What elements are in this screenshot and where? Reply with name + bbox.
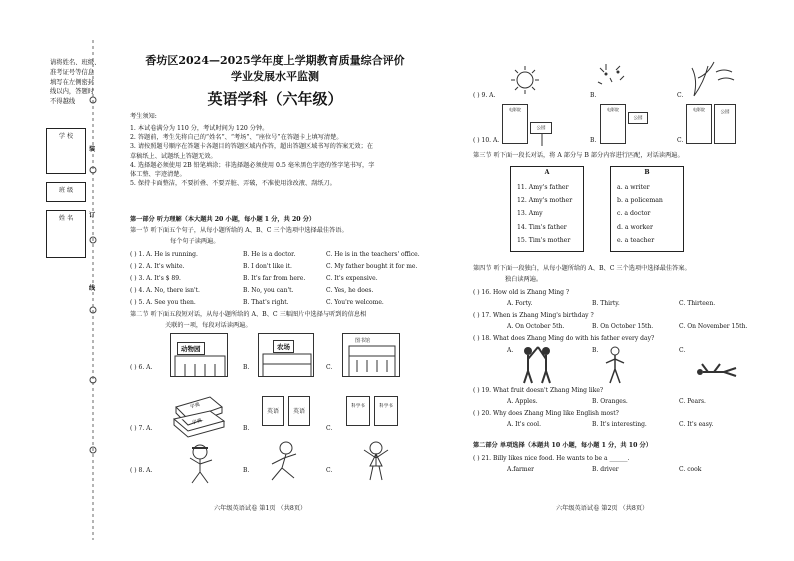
dictionary-label: 字典 — [189, 401, 201, 411]
q2: ( ) 2. A. It's white. — [130, 263, 185, 270]
exam-subtitle: 学业发展水平监测 — [231, 70, 319, 83]
cinema-building — [600, 104, 626, 144]
match-option: c. a doctor — [617, 210, 651, 218]
park-sign: 公园 — [628, 112, 648, 124]
q9: ( ) 9. A. — [473, 92, 496, 99]
match-item: 15. Tim's mother — [517, 237, 571, 245]
boy-running-picture — [264, 440, 304, 484]
library-sign: 图书馆 — [355, 338, 371, 344]
q21-c: C. cook — [679, 466, 702, 473]
matching-table-a — [510, 166, 584, 252]
seal-char: 订 — [89, 212, 96, 219]
q3-c: C. It's expensive. — [326, 275, 378, 282]
science-book: 科学书 — [346, 396, 370, 426]
q7: ( ) 7. A. — [130, 425, 153, 432]
q18-b: B. — [592, 347, 599, 354]
match-item: 14. Tim's father — [517, 223, 567, 231]
q2-c: C. My father bought it for me. — [326, 263, 418, 270]
q16-b: B. Thirty. — [592, 300, 620, 307]
q20-b: B. It's interesting. — [592, 421, 647, 428]
q19: ( ) 19. What fruit doesn't Zhang Ming like? — [473, 387, 604, 394]
q21: ( ) 21. Billy likes nice food. He wants to be a ______. — [473, 455, 630, 462]
match-item: 13. Amy — [517, 210, 543, 218]
cinema-building — [502, 104, 528, 144]
farm-sign: 农场 — [273, 340, 294, 353]
swimming-picture — [694, 362, 738, 382]
q3: ( ) 3. A. It's $ 89. — [130, 275, 181, 282]
notes-list — [130, 124, 374, 188]
match-option: a. a writer — [617, 183, 650, 191]
notes-heading: 考生须知: — [130, 113, 157, 120]
library-picture — [342, 333, 400, 377]
note-item: 4. 选择题必须使用 2B 铅笔填涂；非选择题必须使用 0.5 毫米黑色字迹的签字笔书写，字 — [130, 161, 375, 169]
section1-instructions-2: 每个句子读两遍。 — [170, 238, 220, 245]
class-label: 班 级 — [58, 187, 74, 194]
q16-c: C. Thirteen. — [679, 300, 716, 307]
q9-b: B. — [590, 92, 597, 99]
section1-instructions: 第一节 听下面五个句子，从每小题所给的 A、B、C 三个选项中选择最佳答语。 — [130, 227, 348, 234]
match-item: 11. Amy's father — [517, 183, 569, 191]
part1-heading: 第一部分 听力理解（本大题共 20 小题，每小题 1 分，共 20 分） — [130, 216, 316, 223]
q5: ( ) 5. A. See you then. — [130, 299, 196, 306]
q18: ( ) 18. What does Zhang Ming do with his father every day? — [473, 335, 655, 342]
match-option: b. a policeman — [617, 197, 663, 205]
notice-line: 准考证号等信息 — [50, 68, 95, 76]
q16-a: A. Forty. — [507, 300, 533, 307]
q19-b: B. Oranges. — [592, 398, 628, 405]
q1-c: C. He is in the teachers' office. — [326, 251, 420, 258]
q6-b: B. — [243, 364, 250, 371]
q5-b: B. That's right. — [243, 299, 289, 306]
cinema-building — [686, 104, 712, 144]
q7-c: C. — [326, 425, 333, 432]
q4-b: B. No, you can't. — [243, 287, 294, 294]
cinema-label: 电影院 — [509, 107, 521, 112]
match-option: e. a teacher — [617, 237, 655, 245]
q18-c: C. — [679, 347, 686, 354]
park-sign: 公园 — [530, 122, 552, 134]
boy-with-hat-picture — [180, 440, 220, 484]
zoo-sign: 动物园 — [177, 342, 205, 355]
matching-table-b — [610, 166, 684, 252]
notice-line: 填写在左侧密封 — [50, 78, 95, 86]
basketball-picture — [518, 345, 558, 385]
table-b-header: B — [644, 169, 650, 176]
q8: ( ) 8. A. — [130, 467, 153, 474]
note-item: 1. 本试卷满分为 110 分，考试时间为 120 分钟。 — [130, 125, 269, 132]
q18-a: A. — [507, 347, 514, 354]
girl-dancing-picture — [356, 440, 396, 484]
english-book: 英语 — [262, 396, 284, 426]
q6-c: C. — [326, 364, 333, 371]
q17-a: A. On October 5th. — [507, 323, 565, 330]
section4-instructions-2: 独白读两遍。 — [505, 276, 543, 283]
notice-line: 线以内，答题时 — [50, 88, 95, 96]
name-field[interactable] — [46, 210, 86, 258]
q7-b: B. — [243, 425, 250, 432]
q17-b: B. On October 15th. — [592, 323, 654, 330]
q2-b: B. I don't like it. — [243, 263, 292, 270]
q9-c: C. — [677, 92, 684, 99]
q8-c: C. — [326, 467, 333, 474]
q4: ( ) 4. A. No, there isn't. — [130, 287, 200, 294]
q17: ( ) 17. When is Zhang Ming's birthday ? — [473, 312, 594, 319]
q1-b: B. He is a doctor. — [243, 251, 296, 258]
part2-heading: 第二部分 单项选择（本题共 10 小题，每小题 1 分，共 10 分） — [473, 442, 652, 449]
note-item: 3. 请按照题号顺序在答题卡各题目的答题区域内作答，超出答题区域书写的答案无效；在 — [130, 143, 373, 151]
q10-c: C. — [677, 137, 684, 144]
running-picture — [600, 345, 630, 385]
science-book: 科学书 — [374, 396, 398, 426]
school-label: 学 校 — [58, 133, 74, 140]
q20: ( ) 20. Why does Zhang Ming like English most? — [473, 410, 619, 417]
sunny-picture — [502, 58, 548, 98]
match-option: d. a worker — [617, 223, 653, 231]
dictionaries-picture — [170, 393, 228, 437]
note-item: 体工整、字迹清楚。 — [130, 170, 186, 178]
q4-c: C. Yes, he does. — [326, 287, 374, 294]
q20-c: C. It's easy. — [679, 421, 714, 428]
q8-b: B. — [243, 467, 250, 474]
cinema-label: 电影院 — [607, 107, 619, 112]
q10-b: B. — [590, 137, 597, 144]
english-book: 英语 — [288, 396, 310, 426]
farm-picture — [258, 333, 314, 377]
dictionary-label: 字典 — [191, 417, 203, 427]
section2-instructions: 第二节 听下面五段短对话，从每小题所给的 A、B、C 三幅图片中选择与听到的信息相 — [130, 311, 367, 318]
seal-char: 装 — [89, 146, 96, 153]
footer-page1: 六年级英语试卷 第1页 （共8页） — [214, 505, 307, 512]
name-label: 姓 名 — [58, 215, 74, 222]
q10: ( ) 10. A. — [473, 137, 500, 144]
q21-b: B. driver — [592, 466, 619, 473]
q20-a: A. It's cool. — [507, 421, 541, 428]
q1: ( ) 1. A. He is running. — [130, 251, 198, 258]
windy-picture — [688, 58, 736, 98]
exam-title: 香坊区2024—2025学年度上学期教育质量综合评价 — [145, 54, 405, 67]
q17-c: C. On November 15th. — [679, 323, 748, 330]
note-item: 5. 保持卡面整洁，不要折叠、不要弄脏、弄破，不准使用涂改液、刮纸刀。 — [130, 180, 336, 188]
table-a-header: A — [544, 169, 550, 176]
zoo-picture — [170, 333, 228, 377]
section3-instructions: 第三节 听下面一段长对话，将 A 部分与 B 部分内容进行匹配，对话读两遍。 — [473, 152, 684, 159]
q19-c: C. Pears. — [679, 398, 706, 405]
section2-instructions-2: 关联的一项，每段对话读两遍。 — [165, 322, 252, 329]
q16: ( ) 16. How old is Zhang Ming ? — [473, 289, 570, 296]
cinema-label: 电影院 — [693, 107, 705, 112]
note-item: 2. 答题前，考生先将自己的“姓名”、“考场”、“座位号”在答题卡上填写清楚。 — [130, 134, 343, 142]
snowy-picture — [590, 58, 636, 98]
q5-c: C. You're welcome. — [326, 299, 384, 306]
q19-a: A. Apples. — [507, 398, 538, 405]
seal-char: 线 — [89, 285, 96, 292]
section4-instructions: 第四节 听下面一段独白，从每小题所给的 A、B、C 三个选项中选择最佳答案。 — [473, 265, 691, 272]
note-item: 草稿纸上、试题纸上答题无效。 — [130, 152, 217, 160]
park-sign: 公园 — [714, 104, 736, 144]
subject-title: 英语学科（六年级） — [207, 90, 343, 108]
footer-page2: 六年级英语试卷 第2页 （共8页） — [556, 505, 649, 512]
notice-line: 不得越线 — [50, 98, 76, 105]
match-item: 12. Amy's mother — [517, 197, 573, 205]
q21-a: A.farmer — [507, 466, 535, 473]
class-field[interactable] — [46, 182, 86, 202]
q6: ( ) 6. A. — [130, 364, 153, 371]
school-field[interactable] — [46, 128, 86, 174]
notice-line: 请将姓名、班级、 — [50, 59, 101, 66]
q3-b: B. It's far from here. — [243, 275, 306, 282]
